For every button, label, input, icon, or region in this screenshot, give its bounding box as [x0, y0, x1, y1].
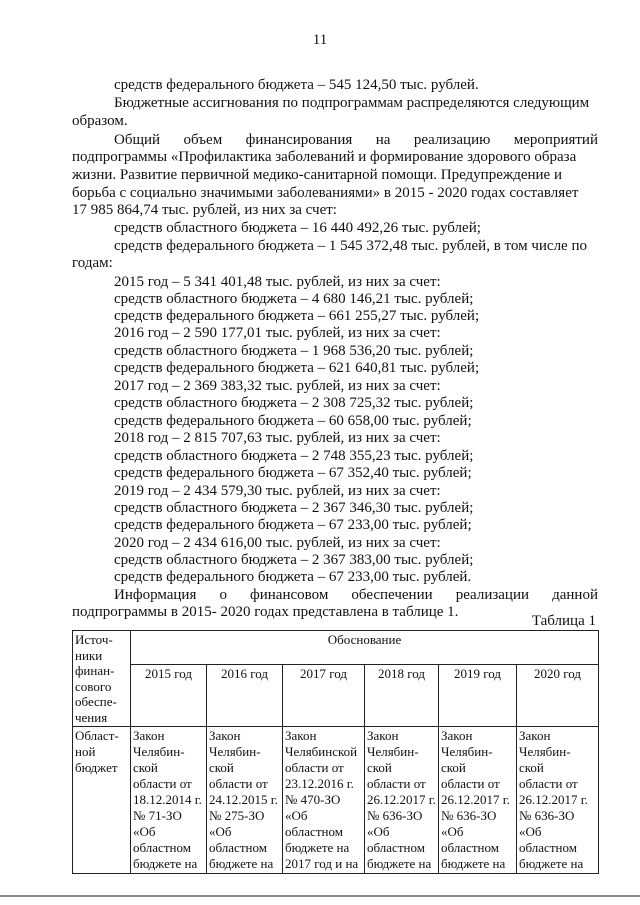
- text-line: 2017 год – 2 369 383,32 тыс. рублей, из них за счет:: [114, 378, 441, 394]
- text-line: 2018 год – 2 815 707,63 тыс. рублей, из них за счет:: [114, 430, 441, 446]
- text-line: 2016 год – 2 590 177,01 тыс. рублей, из них за счет:: [114, 325, 441, 341]
- text-line: годам:: [72, 255, 113, 271]
- text-line: средств областного бюджета – 2 308 725,32 тыс. рублей;: [114, 395, 474, 411]
- text-line: 17 985 864,74 тыс. рублей, из них за счет:: [72, 202, 337, 218]
- word: о: [219, 587, 227, 603]
- text-line: 2020 год – 2 434 616,00 тыс. рублей, из них за счет:: [114, 535, 441, 551]
- text-line: средств областного бюджета – 2 367 346,30 тыс. рублей;: [114, 500, 474, 516]
- text-line: борьба с социально значимыми заболеваниями» в 2015 - 2020 годах составляет: [72, 185, 579, 201]
- text-line: средств федерального бюджета – 67 352,40 тыс. рублей;: [114, 465, 472, 481]
- year-label: 2015 год: [145, 666, 192, 681]
- year-header-2015: [131, 665, 207, 727]
- year-header-2020: [517, 665, 599, 727]
- year-label: 2020 год: [534, 666, 581, 681]
- word: мероприятий: [513, 132, 598, 148]
- table-cell: [207, 727, 283, 874]
- text-line: средств федерального бюджета – 621 640,81 тыс. рублей;: [114, 360, 480, 376]
- year-label: 2019 год: [454, 666, 501, 681]
- year-header-2016: [207, 665, 283, 727]
- row-label-cell: [73, 727, 131, 874]
- group-header-text: Обоснование: [327, 632, 402, 647]
- year-header-2019: [439, 665, 517, 727]
- text-line: образом.: [72, 113, 128, 129]
- justified-line: [114, 131, 598, 149]
- text-line: подпрограммы в 2015- 2020 годах представлена в таблице 1.: [72, 604, 459, 620]
- text-line: средств областного бюджета – 2 367 383,00 тыс. рублей;: [114, 552, 474, 568]
- cell-text: Закон Челябин- ской области от 24.12.2015 г. № 275-ЗО «Об областном бюджете на: [209, 728, 278, 871]
- text-line: средств областного бюджета – 4 680 146,21 тыс. рублей;: [114, 291, 474, 307]
- text-line: средств федерального бюджета – 67 233,00 тыс. рублей.: [114, 569, 472, 585]
- table-cell: [439, 727, 517, 874]
- cell-text: Закон Челябин- ской области от 26.12.2017 г. № 636-ЗО «Об областном бюджете на: [367, 728, 436, 871]
- word: Информация: [114, 587, 197, 603]
- text-line: 2015 год – 5 341 401,48 тыс. рублей, из них за счет:: [114, 274, 441, 290]
- word: финансирования: [245, 132, 353, 148]
- source-header-text: Источ- ники финан- сового обеспе- чения: [75, 632, 117, 725]
- text-line: Бюджетные ассигнования по подпрограммам распределяются следующим: [114, 95, 590, 111]
- text-line: средств областного бюджета – 1 968 536,20 тыс. рублей;: [114, 343, 474, 359]
- year-header-2017: [283, 665, 365, 727]
- cell-text: Закон Челябинской области от 23.12.2016 г. № 470-ЗО «Об областном бюджете на 2017 год и на: [285, 728, 359, 871]
- justified-line: [114, 586, 598, 604]
- word: объем: [183, 132, 223, 148]
- word: данной: [552, 587, 598, 603]
- year-label: 2017 год: [300, 666, 347, 681]
- word: на: [375, 132, 391, 148]
- table-cell: [131, 727, 207, 874]
- table-cell: [283, 727, 365, 874]
- text-line: средств федерального бюджета – 67 233,00 тыс. рублей;: [114, 517, 472, 533]
- cell-text: Закон Челябин- ской области от 26.12.2017 г. № 636-ЗО «Об областном бюджете на: [441, 728, 510, 871]
- cell-text: Закон Челябин- ской области от 18.12.2014 г. № 71-ЗО «Об областном бюджете на: [133, 728, 202, 871]
- text-line: 2019 год – 2 434 579,30 тыс. рублей, из них за счет:: [114, 483, 441, 499]
- source-header-cell: [73, 631, 131, 727]
- text-line: средств областного бюджета – 2 748 355,23 тыс. рублей;: [114, 448, 474, 464]
- page-bottom-rule: [0, 895, 640, 897]
- year-label: 2018 год: [378, 666, 425, 681]
- year-label: 2016 год: [221, 666, 268, 681]
- word: реализацию: [413, 132, 491, 148]
- text-line: средств областного бюджета – 16 440 492,26 тыс. рублей;: [114, 220, 481, 236]
- text-line: средств федерального бюджета – 545 124,50 тыс. рублей.: [114, 77, 479, 93]
- group-header-cell: [131, 631, 599, 665]
- text-line: средств федерального бюджета – 1 545 372,48 тыс. рублей, в том числе по: [114, 238, 587, 254]
- word: финансовом: [250, 587, 329, 603]
- text-line: жизни. Развитие первичной медико-санитарной помощи. Предупреждение и: [72, 167, 562, 183]
- year-header-2018: [365, 665, 439, 727]
- text-line: средств федерального бюджета – 60 658,00 тыс. рублей;: [114, 413, 472, 429]
- table-cell: [517, 727, 599, 874]
- financing-table: [72, 630, 599, 874]
- cell-text: Закон Челябин- ской области от 26.12.2017 г. № 636-ЗО «Об областном бюджете на: [519, 728, 588, 871]
- text-line: подпрограммы «Профилактика заболеваний и формирование здорового образа: [72, 149, 577, 165]
- table-caption: Таблица 1: [531, 613, 596, 629]
- row-label-text: Област- ной бюджет: [75, 728, 119, 775]
- word: реализации: [455, 587, 530, 603]
- word: обеспечении: [351, 587, 433, 603]
- word: Общий: [114, 132, 161, 148]
- table-cell: [365, 727, 439, 874]
- page-number: 11: [312, 32, 328, 48]
- text-line: средств федерального бюджета – 661 255,27 тыс. рублей;: [114, 308, 480, 324]
